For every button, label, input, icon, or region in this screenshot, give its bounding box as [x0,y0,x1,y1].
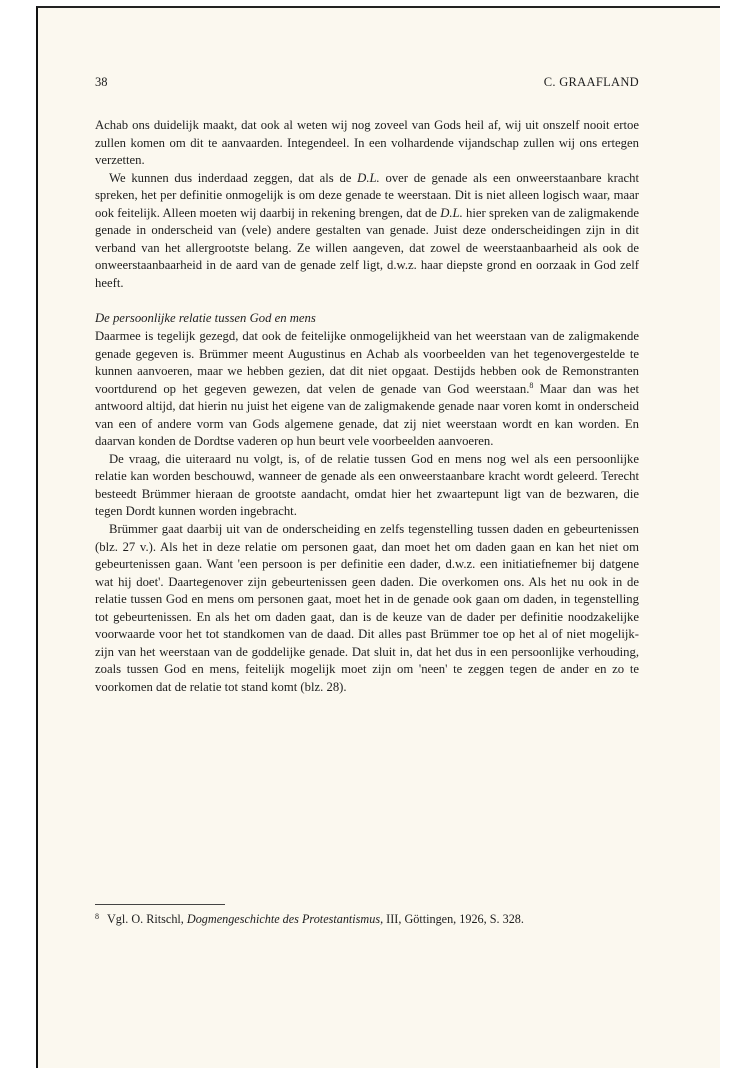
paragraph-3-part-a: Daarmee is tegelijk gezegd, dat ook de feitelijke onmogelijkheid van het weerstaan van de zaligmakende genade gegeven is. Brümmer meent Augustinus en Achab als voorbeelden van het tegenovergestelde te kunnen aanvoeren, maar we hebben gezien, dat dit niet opgaat. Destijds hebben ook de Remonstranten voortdurend op het gegeven gewezen, dat velen de genade van God weerstaan. [95,329,639,396]
paragraph-3 [95,328,639,451]
paragraph-3-part-b: Maar dan was het antwoord altijd, dat hierin nu juist het eigene van de zaligmakende genade naar voren komt in onderscheid van een of andere vorm van Gods algemene genade, dat zij niet weerstaan wordt en kan worden. En daarvan konden de Dordtse vaderen op hun beurt vele voorbeelden aanvoeren. [95,381,639,449]
footnote [95,911,639,927]
paragraph-5: Brümmer gaat daarbij uit van de onderscheiding en zelfs tegenstelling tussen daden en gebeurtenissen (blz. 27 v.). Als het in deze relatie om personen gaat, dan moet het om daden gaan en kan het niet om gebeurtenissen gaan. Want 'een persoon is per definitie een dader, d.w.z. een initiatiefnemer bij datgene wat hij doet'. Daartegenover zijn gebeurtenissen geen daden. Die overkomen ons. Als het nu ook in de relatie tussen God en mens om personen gaat, moet het in de genade ook gaan om daden, in tegenstelling tot gebeurtenissen. En als het om daden gaat, dan is de keuze van de dader per definitie noodzakelijke voorwaarde voor het tot standkomen van de daad. Dit alles past Brümmer toe op het al of niet mogelijk-zijn van het weerstaan van de goddelijke genade. Dat sluit in, dat het dus in een persoonlijke verhouding, zoals tussen God en mens, feitelijk mogelijk moet zijn om 'neen' te zeggen tegen de ander en zo te voorkomen dat de relatie tot stand komt (blz. 28). [95,522,639,694]
footnote-reference: 8 [529,380,534,390]
body-text [95,117,639,697]
footnote-mark: 8 [95,912,99,921]
abbrev-dl-2: D.L. [440,205,463,220]
footnote-text [107,911,639,927]
footnote-title: Dogmengeschichte des Protestantismus, [186,912,384,926]
paragraph-1: Achab ons duidelijk maakt, dat ook al weten wij nog zoveel van Gods heil af, wij uit onszelf nooit ertoe zullen komen om dit te aanvaarden. Integendeel. In een volhardende vijandschap zullen wij ons ertegen verzetten. [95,118,639,168]
running-head-author: C. GRAAFLAND [543,75,639,89]
paragraph-4: De vraag, die uiteraard nu volgt, is, of de relatie tussen God en mens nog wel als een persoonlijke relatie kan worden beschouwd, wanneer de genade als een onweerstaanbare kracht wordt geleerd. Terecht besteedt Brümmer hieraan de grootste aandacht, omdat hier het zwaartepunt ligt van de bezwaren, die tegen Dordt kunnen worden ingebracht. [95,451,639,519]
paragraph-2-part-b: over de genade als een onweerstaanbare kracht spreken, het per definitie onmogelijk is om deze genade te weerstaan. Dit is niet alleen logisch waar, maar ook feitelijk. Alleen moeten wij daarbij in rekening brengen, dat de [95,170,639,220]
footnote-divider [95,904,225,905]
abbrev-dl-1: D.L. [357,170,380,185]
footnote-text-a: Vgl. O. Ritschl, [107,912,187,926]
footnote-text-b: III, Göttingen, 1926, S. 328. [383,912,524,926]
page-header [95,75,639,93]
paragraph-2-part-a: We kunnen dus inderdaad zeggen, dat als de [109,170,358,185]
section-heading: De persoonlijke relatie tussen God en mens [95,311,316,326]
page-number: 38 [95,75,108,89]
paragraph-2 [95,170,639,293]
paragraph-2-part-c: hier spreken van de zaligmakende genade in onderscheid van (vele) andere gestalten van genade. Juist deze onderscheidingen zijn in dit verband van het allergrootste belang. Ze willen aangeven, dat zowel de weerstaanbaarheid als ook de onweerstaanbaarheid in de aard van de genade zelf ligt, d.w.z. haar diepste grond en oorzaak in God zelf heeft. [95,205,639,290]
